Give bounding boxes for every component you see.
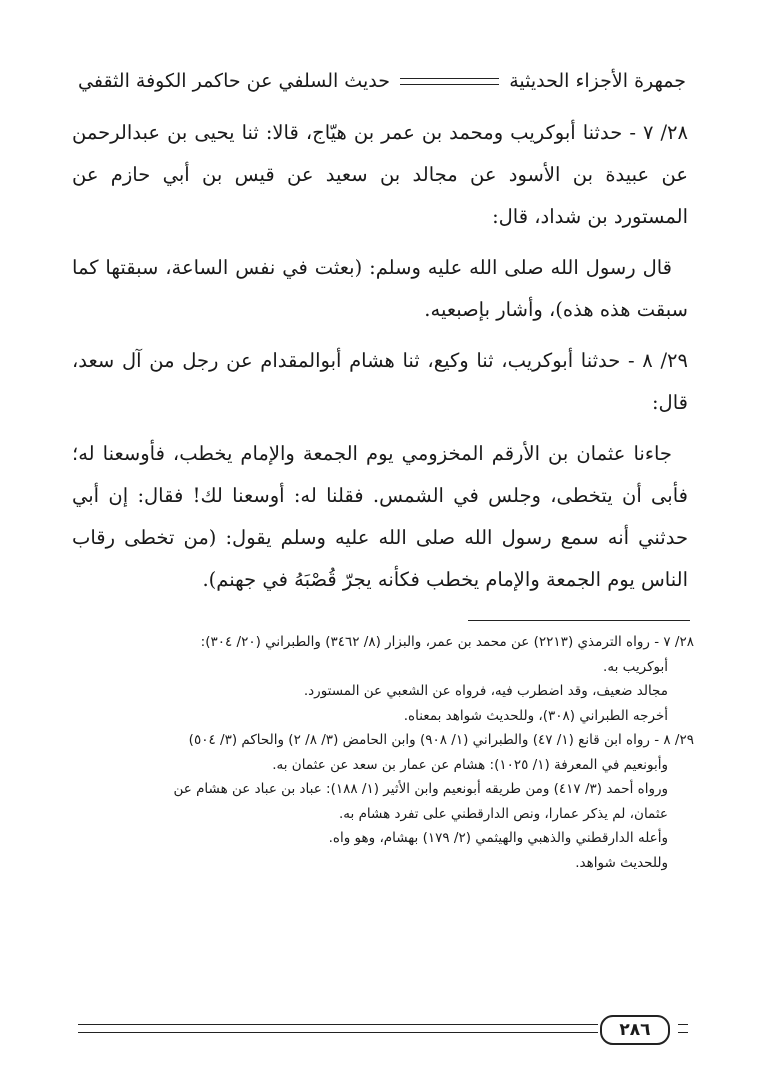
header-rule bbox=[400, 78, 499, 85]
footnote-29-line: عثمان، لم يذكر عمارا، ونص الدارقطني على تفرد هشام به. bbox=[339, 805, 668, 822]
footnotes bbox=[70, 630, 694, 875]
footnote-28-line: أبوكريب به. bbox=[603, 658, 668, 675]
page-number: ٢٨٦ bbox=[600, 1015, 670, 1045]
footer-rule bbox=[678, 1024, 688, 1033]
footnote-28-line: مجالد ضعيف، وقد اضطرب فيه، فرواه عن الشعبي عن المستورد. bbox=[303, 683, 668, 699]
footnote-28-line: ٢٨/ ٧ - رواه الترمذي (٢٢١٣) عن محمد بن عمر، والبزار (٨/ ٣٤٦٢) والطبراني (٢٠/ ٣٠٤): bbox=[200, 634, 694, 650]
main-text bbox=[72, 112, 688, 610]
header-right-title: جمهرة الأجزاء الحديثية bbox=[509, 70, 686, 92]
footer-rule bbox=[78, 1024, 598, 1033]
hadith-28-matn: قال رسول الله صلى الله عليه وسلم: (بعثت في نفس الساعة، سبقتها كما سبقت هذه هذه)، وأشار بإصبعيه. bbox=[72, 256, 688, 321]
header-left-title: حديث السلفي عن حاكمر الكوفة الثقفي bbox=[78, 70, 390, 92]
footnote-29-line: ٢٩/ ٨ - رواه ابن قانع (١/ ٤٧) والطبراني (١/ ٩٠٨) وابن الحامض (٣/ ٨/ ٢) والحاكم (٣/ ٥٠٤) bbox=[188, 732, 694, 748]
hadith-29-isnad: ٢٩/ ٨ - حدثنا أبوكريب، ثنا وكيع، ثنا هشام أبوالمقدام عن رجل من آل سعد، قال: bbox=[72, 349, 688, 414]
hadith-28-isnad: ٢٨/ ٧ - حدثنا أبوكريب ومحمد بن عمر بن هيّاج، قالا: ثنا يحيى بن عبدالرحمن عن عبيدة بن الأسود عن مجالد بن سعيد عن قيس بن أبي حازم عن المستورد بن شداد، قال: bbox=[72, 121, 688, 228]
footnote-29-line: وأعله الدارقطني والذهبي والهيثمي (٢/ ١٧٩) بهشام، وهو واه. bbox=[328, 830, 668, 846]
footnote-29-line: وللحديث شواهد. bbox=[575, 854, 668, 871]
footnote-separator bbox=[468, 620, 690, 621]
running-header bbox=[78, 64, 686, 98]
footnote-29-line: ورواه أحمد (٣/ ٤١٧) ومن طريقه أبونعيم وابن الأثير (١/ ١٨٨): عباد بن عباد عن هشام عن bbox=[173, 781, 668, 797]
footnote-29-line: وأبونعيم في المعرفة (١/ ١٠٢٥): هشام عن عمار بن سعد عن عثمان به. bbox=[272, 756, 668, 773]
page-footer bbox=[78, 1015, 688, 1045]
hadith-29-matn: جاءنا عثمان بن الأرقم المخزومي يوم الجمعة والإمام يخطب، فأوسعنا له؛ فأبى أن يتخطى، وجلس في الشمس. فقلنا له: أوسعنا لك! فقال: إن أبي حدثني أنه سمع رسول الله صلى الله عليه وسلم يقول: (من تخطى رقاب الناس يوم الجمعة والإمام يخطب فكأنه يجرّ قُصْبَهُ في جهنم). bbox=[72, 442, 688, 591]
footnote-28-line: أخرجه الطبراني (٣٠٨)، وللحديث شواهد بمعناه. bbox=[403, 707, 668, 724]
